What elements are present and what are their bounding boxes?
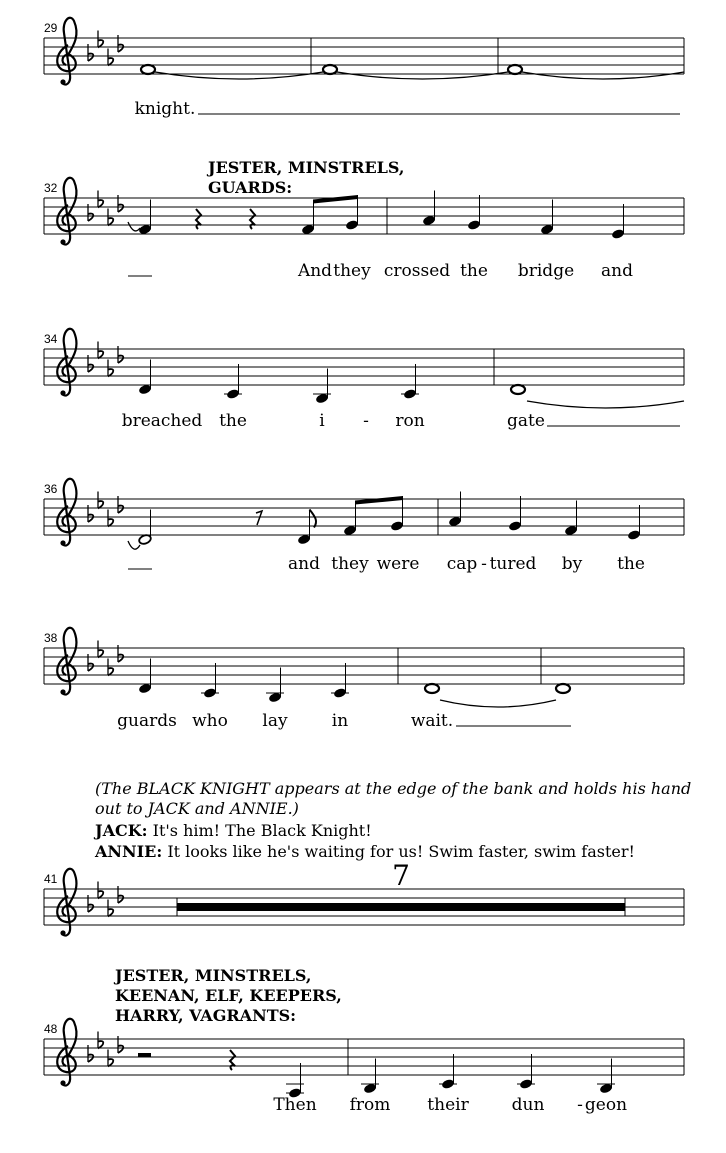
- tie: [128, 541, 140, 549]
- flat-icon: [98, 31, 103, 48]
- tie: [155, 72, 323, 79]
- beam: [355, 496, 403, 505]
- beam: [313, 195, 358, 204]
- character-cue: KEENAN, ELF, KEEPERS,: [115, 986, 342, 1005]
- lyric-syllable: crossed: [383, 261, 451, 281]
- treble-clef-icon: [57, 178, 76, 245]
- staff-system: [44, 178, 684, 245]
- lyric-syllable: And: [297, 261, 333, 281]
- lyric-syllable: -: [481, 554, 487, 574]
- character-cue: JESTER, MINSTRELS,: [208, 158, 405, 177]
- staff-system: [44, 18, 684, 85]
- quarter-note: [203, 687, 217, 699]
- half-rest-icon: [138, 1053, 151, 1057]
- quarter-note: [333, 687, 347, 699]
- quarter-note: [403, 388, 417, 400]
- staff-system: [44, 1019, 684, 1099]
- lyric-syllable: the: [617, 554, 645, 574]
- lyric-syllable: ron: [395, 411, 425, 431]
- quarter-note: [519, 1078, 533, 1090]
- flat-icon: [98, 1032, 103, 1049]
- lyric-syllable: cap: [446, 554, 478, 574]
- stage-direction-line: (The BLACK KNIGHT appears at the edge of the bank and holds his hand: [95, 779, 692, 798]
- measure-number: 36: [44, 482, 58, 496]
- tie: [337, 72, 508, 79]
- dialogue-line: [94, 842, 635, 861]
- measure-number: 32: [44, 181, 58, 195]
- stage-direction-line: out to JACK and ANNIE.): [95, 799, 299, 818]
- lyric-syllable: breached: [121, 411, 203, 431]
- flat-icon: [98, 342, 103, 359]
- quarter-note: [508, 520, 522, 532]
- lyric-syllable: bridge: [517, 261, 575, 281]
- lyric-syllable: they: [331, 554, 369, 574]
- lyric-syllable: knight.: [134, 99, 196, 119]
- treble-clef-icon: [57, 18, 76, 85]
- flat-icon: [108, 900, 113, 917]
- quarter-note: [611, 228, 625, 240]
- flat-icon: [98, 641, 103, 658]
- lyric-syllable: lay: [262, 711, 288, 731]
- measure-number: 38: [44, 631, 58, 645]
- treble-clef-icon: [57, 1019, 76, 1086]
- staff-system: [44, 859, 684, 936]
- measure-number: 41: [44, 872, 58, 886]
- character-cue: JESTER, MINSTRELS,: [115, 966, 312, 985]
- character-cue: GUARDS:: [208, 178, 293, 197]
- lyric-syllable: guards: [117, 711, 177, 731]
- lyric-syllable: their: [427, 1095, 469, 1115]
- flat-icon: [108, 360, 113, 377]
- treble-clef-icon: [57, 628, 76, 695]
- staff-system: [44, 329, 684, 408]
- lyric-syllable: the: [460, 261, 488, 281]
- lyric-syllable: who: [192, 711, 228, 731]
- quarter-rest-icon: [230, 1050, 235, 1070]
- tie: [527, 401, 684, 408]
- tie: [128, 222, 140, 231]
- multi-measure-rest-count: 7: [392, 859, 410, 892]
- flat-icon: [108, 209, 113, 226]
- dialogue-text: It's him! The Black Knight!: [147, 821, 372, 840]
- quarter-note: [441, 1078, 455, 1090]
- treble-clef-icon: [57, 479, 76, 546]
- lyric-syllable: from: [349, 1095, 391, 1115]
- flat-icon: [98, 492, 103, 509]
- lyric-syllable: wait.: [410, 711, 454, 731]
- lyric-syllable: -: [363, 411, 369, 431]
- speaker-name: JACK:: [95, 821, 148, 840]
- tie: [522, 72, 684, 79]
- flat-icon: [108, 510, 113, 527]
- quarter-note: [345, 219, 359, 231]
- staff-system: [44, 628, 684, 707]
- whole-note: [511, 385, 525, 394]
- flat-icon: [98, 191, 103, 208]
- dialogue-line: [93, 821, 372, 840]
- character-cue: HARRY, VAGRANTS:: [115, 1006, 297, 1025]
- quarter-note: [226, 388, 240, 400]
- treble-clef-icon: [57, 329, 76, 396]
- whole-note: [508, 65, 522, 74]
- quarter-note: [627, 529, 641, 541]
- flat-icon: [108, 659, 113, 676]
- lyric-syllable: and: [601, 261, 633, 281]
- lyric-syllable: were: [376, 554, 420, 574]
- whole-note: [141, 65, 155, 74]
- lyric-syllable: in: [331, 711, 349, 731]
- measure-number: 48: [44, 1022, 58, 1036]
- lyric-syllable: i: [319, 411, 325, 431]
- lyric-syllable: dun: [511, 1095, 545, 1115]
- staff-system: [44, 479, 684, 549]
- lyric-syllable: they: [333, 261, 371, 281]
- whole-note: [556, 684, 570, 693]
- quarter-rest-icon: [196, 209, 201, 229]
- lyric-syllable: -: [577, 1095, 583, 1115]
- eighth-rest-icon: [256, 511, 262, 525]
- dialogue-text: It looks like he's waiting for us! Swim faster, swim faster!: [162, 842, 635, 861]
- quarter-note: [467, 219, 481, 231]
- lyric-syllable: the: [219, 411, 247, 431]
- flat-icon: [108, 1050, 113, 1067]
- quarter-rest-icon: [250, 209, 255, 229]
- note-flag: [310, 510, 317, 528]
- measure-number: 29: [44, 21, 58, 35]
- tie: [440, 700, 556, 707]
- flat-icon: [108, 49, 113, 66]
- flat-icon: [98, 882, 103, 899]
- multi-measure-rest-bar: [177, 903, 625, 911]
- treble-clef-icon: [57, 869, 76, 936]
- quarter-note: [390, 520, 404, 532]
- whole-note: [425, 684, 439, 693]
- speaker-name: ANNIE:: [95, 842, 163, 861]
- lyric-syllable: by: [561, 554, 583, 574]
- lyric-syllable: tured: [489, 554, 537, 574]
- lyric-syllable: gate: [507, 411, 545, 431]
- lyric-syllable: Then: [273, 1095, 317, 1115]
- whole-note: [323, 65, 337, 74]
- lyric-syllable: geon: [584, 1095, 628, 1115]
- measure-number: 34: [44, 332, 58, 346]
- lyric-syllable: and: [288, 554, 320, 574]
